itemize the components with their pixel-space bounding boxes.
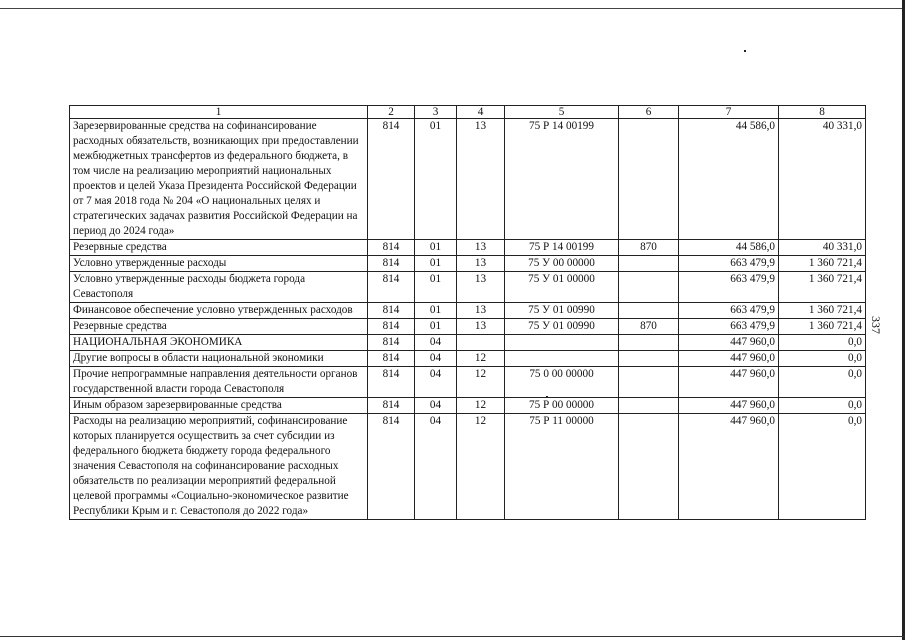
row-name-cell: Иным образом зарезервированные средства [70, 398, 368, 414]
amount-2023-cell: 663 479,9 [679, 319, 779, 335]
target-article-cell [505, 351, 619, 367]
header-cell: 2 [368, 106, 415, 119]
section-cell: 01 [415, 272, 457, 303]
amount-2023-cell: 447 960,0 [679, 335, 779, 351]
subsection-cell [457, 335, 505, 351]
scan-top-border [0, 0, 905, 9]
table-row [70, 272, 866, 303]
scan-bottom-border [0, 636, 905, 637]
subsection-cell: 13 [457, 119, 505, 240]
table-row [70, 303, 866, 319]
table-row [70, 240, 866, 256]
amount-2023-cell: 447 960,0 [679, 367, 779, 398]
row-name-cell: Другие вопросы в области национальной экономики [70, 351, 368, 367]
header-cell: 3 [415, 106, 457, 119]
ved-code-cell: 814 [368, 367, 415, 398]
section-cell: 04 [415, 414, 457, 520]
amount-2024-cell: 0,0 [779, 414, 866, 520]
expense-type-cell [619, 367, 679, 398]
table-row [70, 119, 866, 240]
amount-2023-cell: 44 586,0 [679, 240, 779, 256]
amount-2023-cell: 447 960,0 [679, 351, 779, 367]
section-cell: 01 [415, 119, 457, 240]
row-name-cell: Условно утвержденные расходы [70, 256, 368, 272]
row-name-cell: Резервные средства [70, 240, 368, 256]
target-article-cell: 75 У 00 00000 [505, 256, 619, 272]
ved-code-cell: 814 [368, 319, 415, 335]
ved-code-cell: 814 [368, 303, 415, 319]
subsection-cell: 13 [457, 319, 505, 335]
amount-2024-cell: 1 360 721,4 [779, 272, 866, 303]
ved-code-cell: 814 [368, 351, 415, 367]
table-row [70, 335, 866, 351]
row-name-cell: Прочие непрограммные направления деятельности органов государственной власти города Севастополя [70, 367, 368, 398]
amount-2023-cell: 447 960,0 [679, 414, 779, 520]
ved-code-cell: 814 [368, 272, 415, 303]
table-row [70, 351, 866, 367]
expense-type-cell [619, 414, 679, 520]
section-cell: 04 [415, 398, 457, 414]
amount-2024-cell: 0,0 [779, 335, 866, 351]
expense-type-cell [619, 272, 679, 303]
budget-table [69, 105, 866, 520]
subsection-cell: 12 [457, 414, 505, 520]
table-row [70, 319, 866, 335]
ved-code-cell: 814 [368, 119, 415, 240]
target-article-cell: 75 Р 00 00000 [505, 398, 619, 414]
target-article-cell: 75 Р 14 00199 [505, 240, 619, 256]
row-name-cell: Зарезервированные средства на софинансирование расходных обязательств, возникающих при предоставлении межбюджетных трансфертов из федерального бюджета, в том числе на реализацию мероприятий национальных проектов и целей Указа Президента Российской Федерации от 7 мая 2018 года № 204 «О национальных целях и стратегических задачах развития Российской Федерации на период до 2024 года» [70, 119, 368, 240]
row-name-cell: Финансовое обеспечение условно утвержденных расходов [70, 303, 368, 319]
header-cell: 7 [679, 106, 779, 119]
expense-type-cell [619, 335, 679, 351]
row-name-cell: Расходы на реализацию мероприятий, софинансирование которых планируется осуществить за счет субсидии из федерального бюджета бюджету города федерального значения Севастополя на софинансирование расходных обязательств по реализации мероприятий федеральной целевой программы «Социально-экономическое развитие Республики Крым и г. Севастополя до 2022 года» [70, 414, 368, 520]
table-row [70, 414, 866, 520]
scan-speck [744, 50, 746, 52]
section-cell: 01 [415, 240, 457, 256]
subsection-cell: 13 [457, 303, 505, 319]
header-cell: 4 [457, 106, 505, 119]
amount-2023-cell: 44 586,0 [679, 119, 779, 240]
section-cell: 01 [415, 319, 457, 335]
amount-2023-cell: 663 479,9 [679, 256, 779, 272]
amount-2023-cell: 447 960,0 [679, 398, 779, 414]
expense-type-cell [619, 351, 679, 367]
amount-2024-cell: 1 360 721,4 [779, 256, 866, 272]
amount-2024-cell: 1 360 721,4 [779, 303, 866, 319]
page-number: 337 [869, 316, 883, 334]
expense-type-cell [619, 119, 679, 240]
table-row [70, 398, 866, 414]
table-row [70, 256, 866, 272]
amount-2024-cell: 1 360 721,4 [779, 319, 866, 335]
expense-type-cell: 870 [619, 240, 679, 256]
amount-2023-cell: 663 479,9 [679, 303, 779, 319]
subsection-cell: 12 [457, 367, 505, 398]
header-cell: 8 [779, 106, 866, 119]
target-article-cell: 75 0 00 00000 [505, 367, 619, 398]
row-name-cell: НАЦИОНАЛЬНАЯ ЭКОНОМИКА [70, 335, 368, 351]
target-article-cell: 75 У 01 00000 [505, 272, 619, 303]
expense-type-cell [619, 303, 679, 319]
header-cell: 1 [70, 106, 368, 119]
amount-2024-cell: 0,0 [779, 367, 866, 398]
target-article-cell: 75 Р 11 00000 [505, 414, 619, 520]
target-article-cell [505, 335, 619, 351]
table-row [70, 367, 866, 398]
amount-2024-cell: 40 331,0 [779, 240, 866, 256]
header-cell: 6 [619, 106, 679, 119]
ved-code-cell: 814 [368, 240, 415, 256]
expense-type-cell: 870 [619, 319, 679, 335]
row-name-cell: Условно утвержденные расходы бюджета города Севастополя [70, 272, 368, 303]
section-cell: 01 [415, 303, 457, 319]
section-cell: 01 [415, 256, 457, 272]
section-cell: 04 [415, 351, 457, 367]
subsection-cell: 13 [457, 240, 505, 256]
subsection-cell: 12 [457, 398, 505, 414]
subsection-cell: 13 [457, 272, 505, 303]
section-cell: 04 [415, 335, 457, 351]
amount-2024-cell: 0,0 [779, 351, 866, 367]
ved-code-cell: 814 [368, 414, 415, 520]
subsection-cell: 13 [457, 256, 505, 272]
target-article-cell: 75 У 01 00990 [505, 303, 619, 319]
target-article-cell: 75 У 01 00990 [505, 319, 619, 335]
header-cell: 5 [505, 106, 619, 119]
header-row [70, 106, 866, 119]
amount-2024-cell: 0,0 [779, 398, 866, 414]
ved-code-cell: 814 [368, 335, 415, 351]
target-article-cell: 75 Р 14 00199 [505, 119, 619, 240]
amount-2023-cell: 663 479,9 [679, 272, 779, 303]
ved-code-cell: 814 [368, 398, 415, 414]
amount-2024-cell: 40 331,0 [779, 119, 866, 240]
expense-type-cell [619, 398, 679, 414]
section-cell: 04 [415, 367, 457, 398]
ved-code-cell: 814 [368, 256, 415, 272]
row-name-cell: Резервные средства [70, 319, 368, 335]
subsection-cell: 12 [457, 351, 505, 367]
expense-type-cell [619, 256, 679, 272]
